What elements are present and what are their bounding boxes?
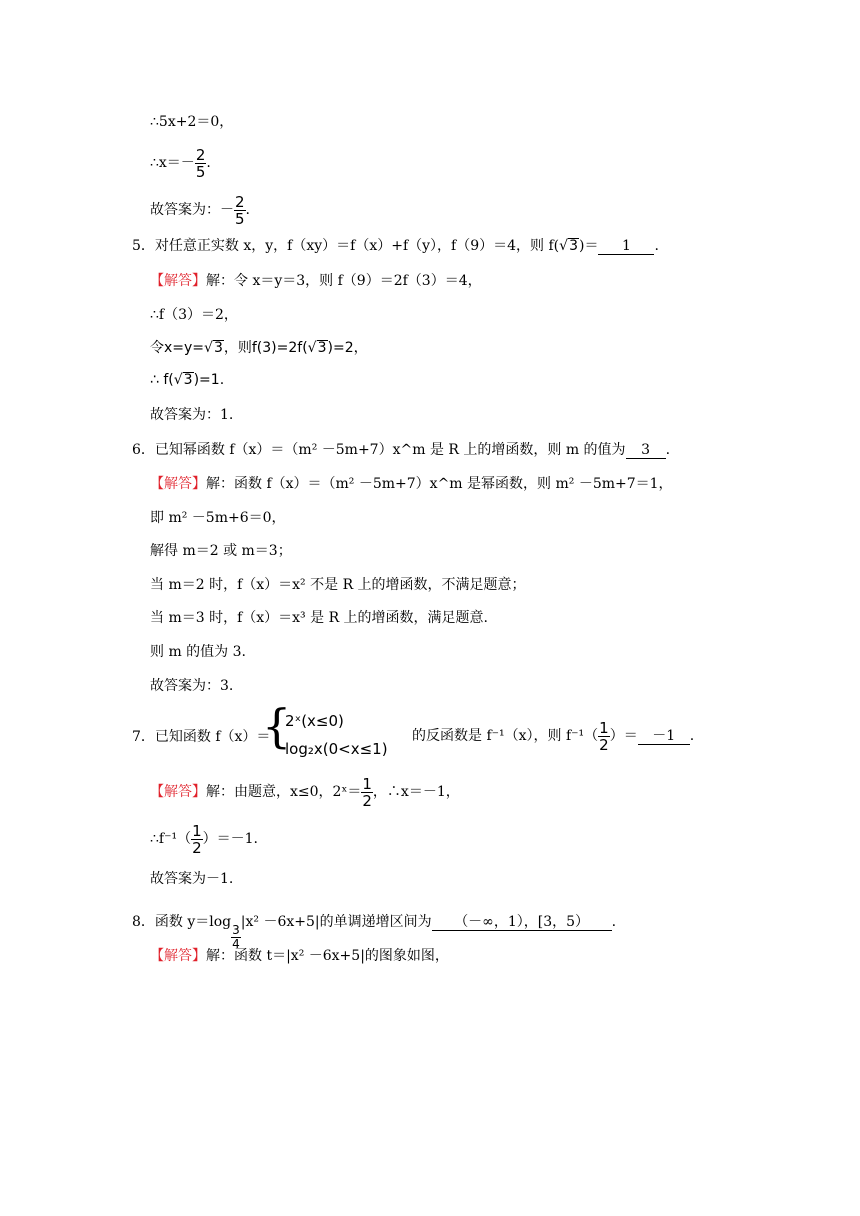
fraction <box>195 147 207 180</box>
q4-line-2-prefix: ∴x＝－ <box>150 155 195 171</box>
q6-stem-text: 6．已知幂函数 f（x）＝（m² －5m+7）x^m 是 R 上的增函数，则 m 的值为 <box>132 442 626 458</box>
q4-line-2 <box>150 145 211 181</box>
q5-solution-3-mid: ，则f(3)=2f( <box>223 340 308 356</box>
q7-solution-1 <box>150 774 460 810</box>
q6-solution-4: 当 m＝2 时，f（x）＝x² 不是 R 上的增函数，不满足题意； <box>150 577 526 593</box>
solution-tag: 【解答】 <box>150 948 206 964</box>
fraction-denominator: 5 <box>235 209 245 228</box>
q7-case-2: log₂x(0<x≤1) <box>285 740 388 758</box>
sqrt-radicand: 3 <box>317 340 327 356</box>
sqrt: √3 <box>307 340 327 356</box>
q5-solution-4 <box>150 370 224 390</box>
fraction-numerator: 1 <box>362 774 372 793</box>
q6-solution-2: 即 m² －5m+6＝0， <box>150 510 286 526</box>
sqrt-radicand: 3 <box>569 238 578 254</box>
q5-stem-text: 5．对任意正实数 x，y，f（xy）＝f（x）+f（y），f（9）＝4，则 f( <box>132 238 560 254</box>
q7-solution-1-pre: 解：由题意，x≤0，2ˣ＝ <box>206 784 362 800</box>
fraction-numerator: 1 <box>599 718 609 737</box>
q8-answer-blank: （－∞，1），[3，5） <box>432 914 612 931</box>
q7-solution-1-post: ，∴x＝－1， <box>372 784 460 800</box>
fraction-denominator: 2 <box>599 735 609 754</box>
q7-solution-2 <box>150 821 258 857</box>
q7-stem-mid: 的反函数是 f⁻¹（x），则 f⁻¹（ <box>412 728 599 744</box>
q8-stem-pre: 8．函数 y＝log <box>132 914 232 930</box>
solution-tag: 【解答】 <box>150 273 206 289</box>
sqrt: √3 <box>204 340 223 356</box>
piecewise-brace: { <box>262 699 292 753</box>
fraction <box>361 776 373 809</box>
q6-stem <box>132 440 670 460</box>
q6-answer-blank: 3 <box>626 442 666 459</box>
fraction-numerator: 2 <box>235 192 245 211</box>
solution-tag: 【解答】 <box>150 476 206 492</box>
q8-solution-1-text: 解：函数 t＝|x² －6x+5|的图象如图， <box>206 948 449 964</box>
fraction-numerator: 1 <box>192 821 202 840</box>
q4-line-1: ∴5x+2＝0， <box>150 114 234 130</box>
fraction-numerator: 3 <box>232 923 240 937</box>
fraction-denominator: 2 <box>362 791 372 810</box>
q6-tail: . <box>665 442 671 458</box>
q7-answer: 故答案为－1. <box>150 871 234 887</box>
q8-tail: . <box>611 914 617 930</box>
q5-answer: 故答案为：1. <box>150 407 234 423</box>
q7-solution-2-post: ）＝－1. <box>202 831 258 847</box>
fraction <box>234 194 246 227</box>
q6-answer: 故答案为：3. <box>150 678 234 694</box>
q8-stem <box>132 904 616 951</box>
fraction-denominator: 5 <box>195 162 206 181</box>
q8-stem-mid: |x² －6x+5|的单调递增区间为 <box>240 914 432 930</box>
q6-solution-3: 解得 m＝2 或 m＝3； <box>150 543 292 559</box>
q5-solution-2: ∴f（3）＝2， <box>150 307 238 323</box>
q5-stem-end: )＝ <box>578 238 599 254</box>
q6-solution-1 <box>150 474 673 494</box>
fraction-denominator: 4 <box>232 937 240 951</box>
solution-tag: 【解答】 <box>150 784 206 800</box>
sqrt: √3 <box>559 238 578 254</box>
fraction <box>191 823 203 856</box>
q5-solution-4-end: )=1. <box>193 372 225 388</box>
q7-answer-blank: －1 <box>638 728 690 745</box>
q4-answer-suffix: . <box>245 202 250 218</box>
sqrt: √3 <box>173 372 193 388</box>
fraction-denominator: 2 <box>192 838 202 857</box>
q6-solution-1-text: 解：函数 f（x）＝（m² －5m+7）x^m 是幂函数，则 m² －5m+7＝1， <box>206 476 673 492</box>
q6-solution-6: 则 m 的值为 3. <box>150 644 246 660</box>
fraction-numerator: 2 <box>195 145 206 164</box>
q4-answer-prefix: 故答案为：－ <box>150 202 234 218</box>
q7-stem-rest <box>412 718 694 754</box>
q7-case-1: 2ˣ(x≤0) <box>285 712 344 730</box>
q6-solution-5: 当 m＝3 时，f（x）＝x³ 是 R 上的增函数，满足题意. <box>150 610 489 626</box>
q5-solution-1 <box>150 271 482 291</box>
sqrt-radicand: 3 <box>183 372 193 388</box>
q5-answer-blank: 1 <box>598 238 654 255</box>
q4-line-2-suffix: . <box>206 155 211 171</box>
q7-stem-end: ）＝ <box>609 728 638 744</box>
q5-stem <box>132 236 659 256</box>
q7-stem-prefix: 7．已知函数 f（x）＝ <box>132 729 271 745</box>
q4-answer <box>150 192 250 228</box>
q5-tail: . <box>654 238 659 254</box>
q5-solution-3-pre: 令x=y= <box>150 340 205 356</box>
q5-solution-1-text: 解：令 x＝y＝3，则 f（9）＝2f（3）＝4， <box>206 273 482 289</box>
sqrt-radicand: 3 <box>213 340 223 356</box>
fraction <box>598 720 610 753</box>
q7-tail: . <box>689 728 695 744</box>
q5-solution-4-pre: ∴ f( <box>150 372 174 388</box>
q5-solution-3-end: )=2， <box>327 340 368 356</box>
q5-solution-3 <box>150 338 368 358</box>
q7-solution-2-pre: ∴f⁻¹（ <box>150 831 192 847</box>
q8-solution-1 <box>150 946 449 966</box>
